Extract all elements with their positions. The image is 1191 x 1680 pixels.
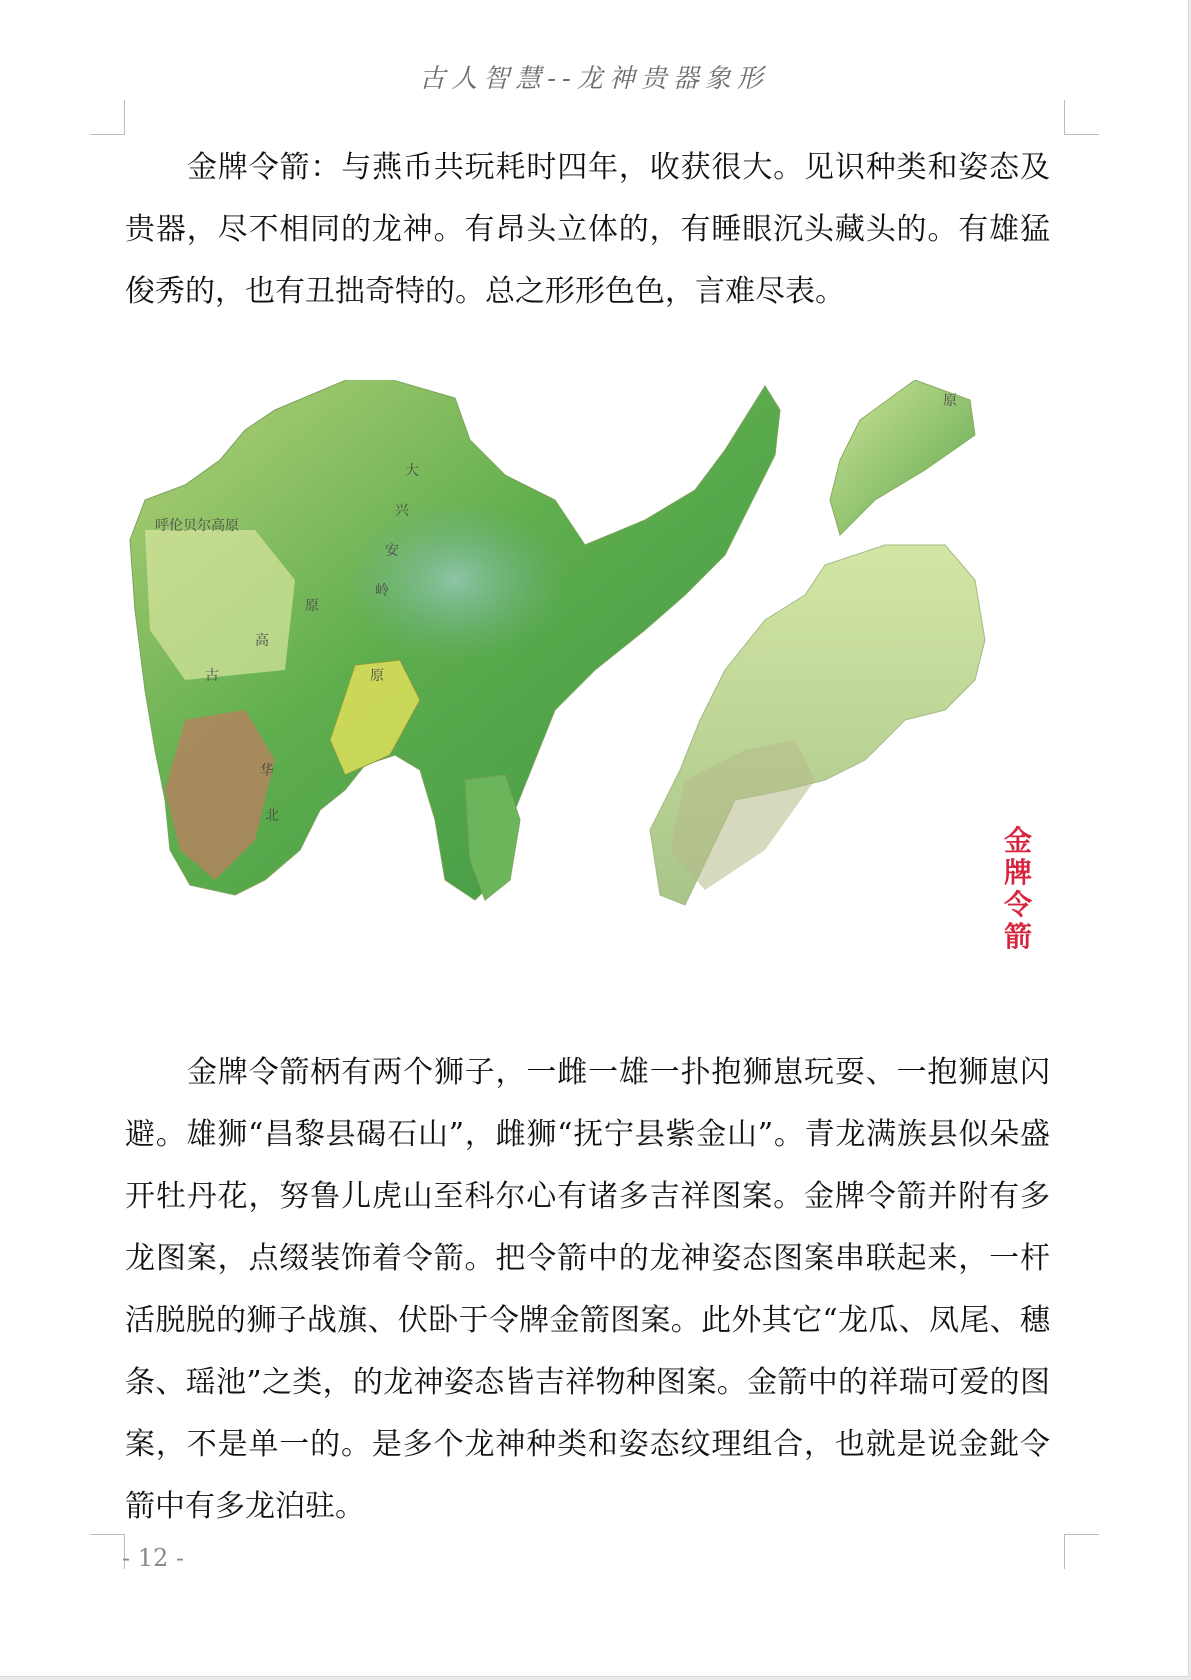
page-header-title: 古人智慧--龙神贵器象形	[419, 64, 769, 94]
map-label: 安	[385, 543, 399, 559]
map-basin-shading	[345, 500, 565, 660]
map-label: 大	[405, 463, 419, 479]
paragraph-description: 金牌令箭柄有两个狮子，一雌一雄一扑抱狮崽玩耍、一抱狮崽闪避。雄狮“昌黎县碣石山”，雌狮“抚宁县紫金山”。青龙满族县似朵盛开牡丹花，努鲁儿虎山至科尔心有诸多吉祥图案。金牌令箭并附有多龙图案，点缀装饰着令箭。把令箭中的龙神姿态图案串联起来，一杆活脱脱的狮子战旗、伏卧于令牌金箭图案。此外其它“龙瓜、凤尾、穗条、瑶池”之类，的龙神姿态皆吉祥物种图案。金箭中的祥瑞可爱的图案，不是单一的。是多个龙神种类和姿态纹理组合，也就是说金鈚令箭中有多龙泊驻。	[125, 1055, 1050, 1524]
map-label: 高	[255, 633, 269, 649]
crop-mark-bottom-left	[90, 1534, 125, 1569]
crop-mark-top-right	[1064, 100, 1099, 135]
map-label: 原	[305, 598, 319, 614]
crop-mark-top-left	[90, 100, 125, 135]
vertical-char: 牌	[1003, 856, 1032, 889]
crop-mark-bottom-right	[1064, 1534, 1099, 1569]
map-label: 原	[943, 393, 957, 409]
page-number: - 12 -	[122, 1544, 185, 1572]
vertical-figure-label	[1000, 825, 1036, 953]
map-label: 北	[265, 808, 279, 824]
vertical-char: 箭	[1003, 920, 1032, 953]
map-label: 兴	[395, 503, 409, 519]
map-label: 岭	[375, 583, 389, 599]
relief-map-figure	[125, 380, 1065, 970]
map-label: 呼伦贝尔高原	[155, 518, 239, 534]
map-label: 华	[260, 763, 274, 779]
paragraph-intro: 金牌令箭：与燕币共玩耗时四年，收获很大。见识种类和姿态及贵器，尽不相同的龙神。有昂头立体的，有睡眼沉头藏头的。有雄猛俊秀的，也有丑拙奇特的。总之形形色色，言难尽表。	[125, 150, 1050, 309]
map-label: 原	[370, 668, 384, 684]
vertical-char: 金	[1003, 824, 1032, 857]
vertical-char: 令	[1003, 888, 1032, 921]
map-label: 古	[205, 668, 219, 684]
